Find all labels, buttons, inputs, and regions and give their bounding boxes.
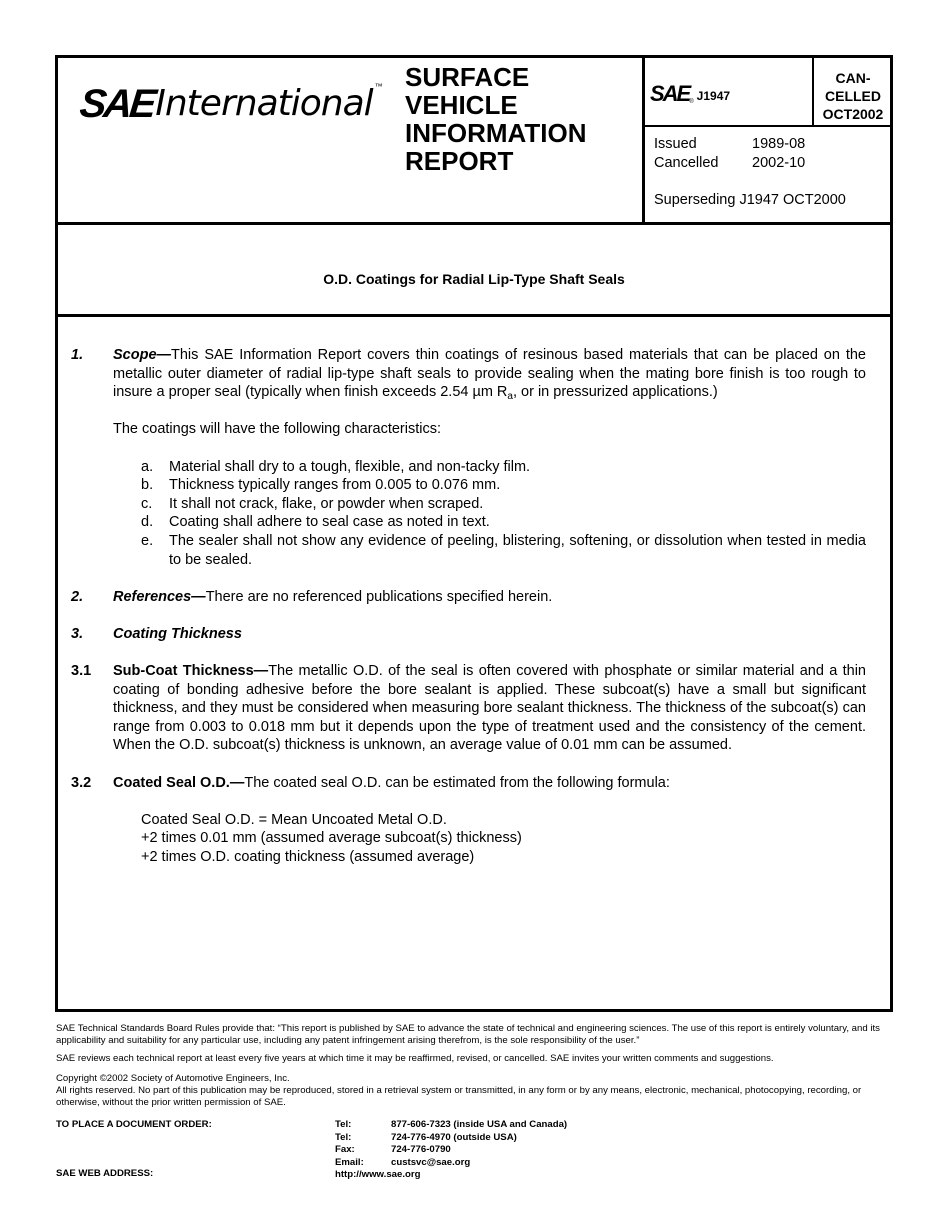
- status-line: OCT2002: [822, 106, 884, 122]
- logo-international-text: International: [155, 83, 373, 124]
- meta-divider: [642, 125, 893, 127]
- web-label: SAE WEB ADDRESS:: [56, 1168, 154, 1179]
- section-text: This SAE Information Report covers thin coatings of resinous based materials that can be placed on the metallic outer diameter of radial lip-type shaft seals to provide sealing when the mating bore finish is too rough to insure a proper seal (typically when finish exceeds 2.54 µm R: [113, 347, 866, 401]
- contact-key: Tel:: [335, 1131, 352, 1143]
- section-1: [71, 346, 866, 569]
- list-item: [141, 495, 866, 514]
- section-number: 3.: [71, 625, 84, 642]
- formula-line: +2 times O.D. coating thickness (assumed average): [141, 849, 475, 866]
- registered-mark: ®: [689, 99, 694, 105]
- section-3: [71, 625, 866, 644]
- list-item: [141, 458, 866, 477]
- copyright: Copyright ©2002 Society of Automotive Engineers, Inc.: [56, 1073, 290, 1084]
- subscript: a: [507, 391, 513, 403]
- report-type-line: SURFACE: [405, 62, 530, 92]
- rights-reserved: All rights reserved. No part of this publication may be reproduced, stored in a retrieval system or transmitted, in any form or by any means, electronic, mechanical, photocopying, recording, or otherwise, without the prior written permission of SAE.: [56, 1085, 862, 1108]
- list-text: Thickness typically ranges from 0.005 to 0.076 mm.: [169, 477, 501, 494]
- issued-label: Issued: [654, 136, 697, 152]
- section-number: 3.2: [71, 774, 92, 791]
- list-label: e.: [141, 532, 154, 549]
- header-vdivider: [642, 55, 645, 224]
- list-text: Material shall dry to a tough, flexible, and non-tacky film.: [169, 458, 531, 475]
- list-item: [141, 532, 866, 569]
- list-text: It shall not crack, flake, or powder when scraped.: [169, 495, 484, 512]
- section-number: 2.: [71, 588, 84, 605]
- section-text: , or in pressurized applications.): [512, 384, 718, 401]
- section-text: There are no referenced publications specified herein.: [205, 588, 553, 605]
- sae-international-logo: [77, 78, 383, 126]
- contact-list: [335, 1119, 567, 1182]
- section-heading: References—: [113, 588, 206, 605]
- characteristics-intro: The coatings will have the following characteristics:: [113, 421, 442, 438]
- contact-row: [335, 1119, 567, 1132]
- email-link[interactable]: custsvc@sae.org: [391, 1156, 471, 1168]
- report-type-line: VEHICLE: [405, 90, 518, 120]
- contact-value[interactable]: 724-776-0790: [391, 1144, 451, 1155]
- formula-block: [141, 811, 866, 867]
- contact-row: [335, 1132, 567, 1145]
- section-number: 1.: [71, 347, 84, 363]
- contact-row: [335, 1144, 567, 1157]
- sae-small-logo: SAE: [650, 81, 690, 106]
- issued-value: 1989-08: [752, 136, 806, 152]
- section-text: The coated seal O.D. can be estimated from the following formula:: [244, 774, 670, 791]
- report-type: [405, 63, 587, 175]
- title-divider: [55, 314, 893, 317]
- list-item: [141, 476, 866, 495]
- contact-value[interactable]: 877-606-7323 (inside USA and Canada): [391, 1119, 568, 1130]
- issue-info: [654, 135, 846, 210]
- document-title: O.D. Coatings for Radial Lip-Type Shaft Seals: [323, 271, 625, 287]
- formula-line: +2 times 0.01 mm (assumed average subcoat(s) thickness): [141, 830, 522, 847]
- list-label: c.: [141, 495, 153, 512]
- section-heading: Scope—: [113, 347, 172, 363]
- status-line: CAN-: [835, 70, 871, 86]
- status-vdivider: [812, 55, 814, 127]
- section-2: [71, 588, 866, 607]
- list-label: d.: [141, 514, 154, 531]
- characteristics-list: [141, 458, 866, 570]
- report-type-line: REPORT: [405, 146, 514, 176]
- contact-key: Fax:: [335, 1144, 355, 1155]
- section-heading: Coated Seal O.D.—: [113, 774, 245, 791]
- contact-row: [335, 1157, 567, 1170]
- contact-value[interactable]: 724-776-4970 (outside USA): [391, 1131, 517, 1143]
- tsb-rules: SAE Technical Standards Board Rules provide that: “This report is published by SAE to advance the state of technical and engineering sciences. The use of this report is entirely voluntary, and its applicability and suitability for any particular use, including any patent infringement arising therefrom, is the sole responsibility of the user.”: [56, 1023, 880, 1046]
- superseding-note: Superseding J1947 OCT2000: [654, 192, 846, 208]
- contact-key: Tel:: [335, 1119, 352, 1130]
- web-link[interactable]: http://www.sae.org: [335, 1169, 421, 1180]
- logo-trademark: ™: [374, 82, 383, 91]
- section-3-1: [71, 662, 866, 755]
- status-badge: [815, 69, 891, 123]
- order-label: TO PLACE A DOCUMENT ORDER:: [56, 1119, 212, 1130]
- list-text: Coating shall adhere to seal case as noted in text.: [169, 514, 490, 531]
- section-number: 3.1: [71, 663, 92, 680]
- report-type-line: INFORMATION: [405, 118, 587, 148]
- list-label: b.: [141, 477, 154, 494]
- section-text: The metallic O.D. of the seal is often covered with phosphate or similar material and a thin coating of bonding adhesive before the bore sealant is applied. These subcoat(s) have a small but significant thickness, and they must be considered when measuring bore sealant thickness. The thickness of the subcoat(s) can range from 0.003 to 0.018 mm but it depends upon the type of treatment used and the consistency of the cement. When the O.D. subcoat(s) thickness is unknown, an average value of 0.01 mm can be assumed.: [113, 663, 866, 754]
- review-note: SAE reviews each technical report at least every five years at which time it may be reaffirmed, revised, or cancelled. SAE invites your written comments and suggestions.: [56, 1053, 774, 1064]
- contact-key: Email:: [335, 1156, 364, 1168]
- section-heading: Sub-Coat Thickness—: [113, 663, 269, 680]
- list-label: a.: [141, 458, 154, 475]
- list-text: The sealer shall not show any evidence of peeling, blistering, softening, or dissolution when tested in media to be sealed.: [169, 532, 866, 568]
- cancelled-label: Cancelled: [654, 155, 719, 171]
- list-item: [141, 513, 866, 532]
- formula-line: Coated Seal O.D. = Mean Uncoated Metal O.D.: [141, 811, 447, 828]
- section-heading: Coating Thickness: [113, 625, 242, 642]
- section-3-2: [71, 774, 866, 793]
- standard-number-block: [650, 83, 730, 105]
- logo-sae-text: SAE: [77, 82, 156, 126]
- header-divider: [55, 222, 893, 225]
- document-body: [71, 346, 866, 867]
- status-line: CELLED: [825, 88, 881, 104]
- standard-number: J1947: [696, 89, 731, 103]
- cancelled-value: 2002-10: [752, 155, 806, 171]
